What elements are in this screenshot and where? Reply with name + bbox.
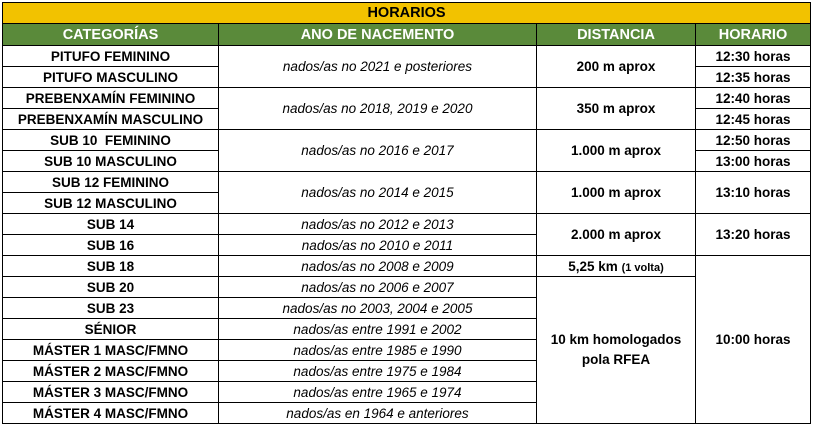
time-cell: 12:35 horas (696, 67, 811, 88)
category-cell: MÁSTER 1 MASC/FMNO (3, 340, 219, 361)
time-cell: 12:40 horas (696, 88, 811, 109)
category-cell: SUB 12 FEMININO (3, 172, 219, 193)
category-cell: SÉNIOR (3, 319, 219, 340)
time-cell: 12:50 horas (696, 130, 811, 151)
category-cell: PITUFO MASCULINO (3, 67, 219, 88)
birth-year-cell: nados/as no 2014 e 2015 (219, 172, 537, 214)
birth-year-cell: nados/as entre 1985 e 1990 (219, 340, 537, 361)
distance-cell (537, 277, 696, 424)
distance-cell: 1.000 m aprox (537, 172, 696, 214)
header-time: HORARIO (696, 24, 811, 46)
distance-line: 10 km homologados (550, 332, 682, 347)
header-category: CATEGORÍAS (3, 24, 219, 46)
category-cell: PITUFO FEMININO (3, 46, 219, 67)
category-cell: SUB 14 (3, 214, 219, 235)
distance-cell (537, 256, 696, 277)
birth-year-cell: nados/as no 2016 e 2017 (219, 130, 537, 172)
distance-cell: 200 m aprox (537, 46, 696, 88)
distance-value: 5,25 km (568, 258, 618, 274)
category-cell: SUB 10 FEMININO (3, 130, 219, 151)
distance-cell: 350 m aprox (537, 88, 696, 130)
birth-year-cell: nados/as entre 1991 e 2002 (219, 319, 537, 340)
distance-cell: 1.000 m aprox (537, 130, 696, 172)
birth-year-cell: nados/as no 2008 e 2009 (219, 256, 537, 277)
distance-line: pola RFEA (581, 352, 651, 367)
category-cell: SUB 18 (3, 256, 219, 277)
birth-year-cell: nados/as entre 1965 e 1974 (219, 382, 537, 403)
category-cell: MÁSTER 3 MASC/FMNO (3, 382, 219, 403)
distance-note: (1 volta) (621, 261, 664, 274)
category-cell: MÁSTER 4 MASC/FMNO (3, 403, 219, 424)
category-cell: PREBENXAMÍN FEMININO (3, 88, 219, 109)
time-cell: 12:30 horas (696, 46, 811, 67)
category-cell: SUB 10 MASCULINO (3, 151, 219, 172)
category-cell: SUB 20 (3, 277, 219, 298)
time-cell: 13:00 horas (696, 151, 811, 172)
header-distance: DISTANCIA (537, 24, 696, 46)
time-cell: 10:00 horas (696, 256, 811, 424)
category-cell: MÁSTER 2 MASC/FMNO (3, 361, 219, 382)
birth-year-cell: nados/as no 2006 e 2007 (219, 277, 537, 298)
table-title: HORARIOS (3, 3, 811, 24)
birth-year-cell: nados/as no 2003, 2004 e 2005 (219, 298, 537, 319)
birth-year-cell: nados/as no 2021 e posteriores (219, 46, 537, 88)
time-cell: 13:20 horas (696, 214, 811, 256)
birth-year-cell: nados/as no 2010 e 2011 (219, 235, 537, 256)
distance-cell: 2.000 m aprox (537, 214, 696, 256)
category-cell: SUB 16 (3, 235, 219, 256)
birth-year-cell: nados/as en 1964 e anteriores (219, 403, 537, 424)
category-cell: PREBENXAMÍN MASCULINO (3, 109, 219, 130)
category-cell: SUB 23 (3, 298, 219, 319)
birth-year-cell: nados/as no 2012 e 2013 (219, 214, 537, 235)
category-cell: SUB 12 MASCULINO (3, 193, 219, 214)
schedule-table (2, 2, 811, 424)
time-cell: 12:45 horas (696, 109, 811, 130)
birth-year-cell: nados/as entre 1975 e 1984 (219, 361, 537, 382)
time-cell: 13:10 horas (696, 172, 811, 214)
header-birth-year: ANO DE NACEMENTO (219, 24, 537, 46)
birth-year-cell: nados/as no 2018, 2019 e 2020 (219, 88, 537, 130)
